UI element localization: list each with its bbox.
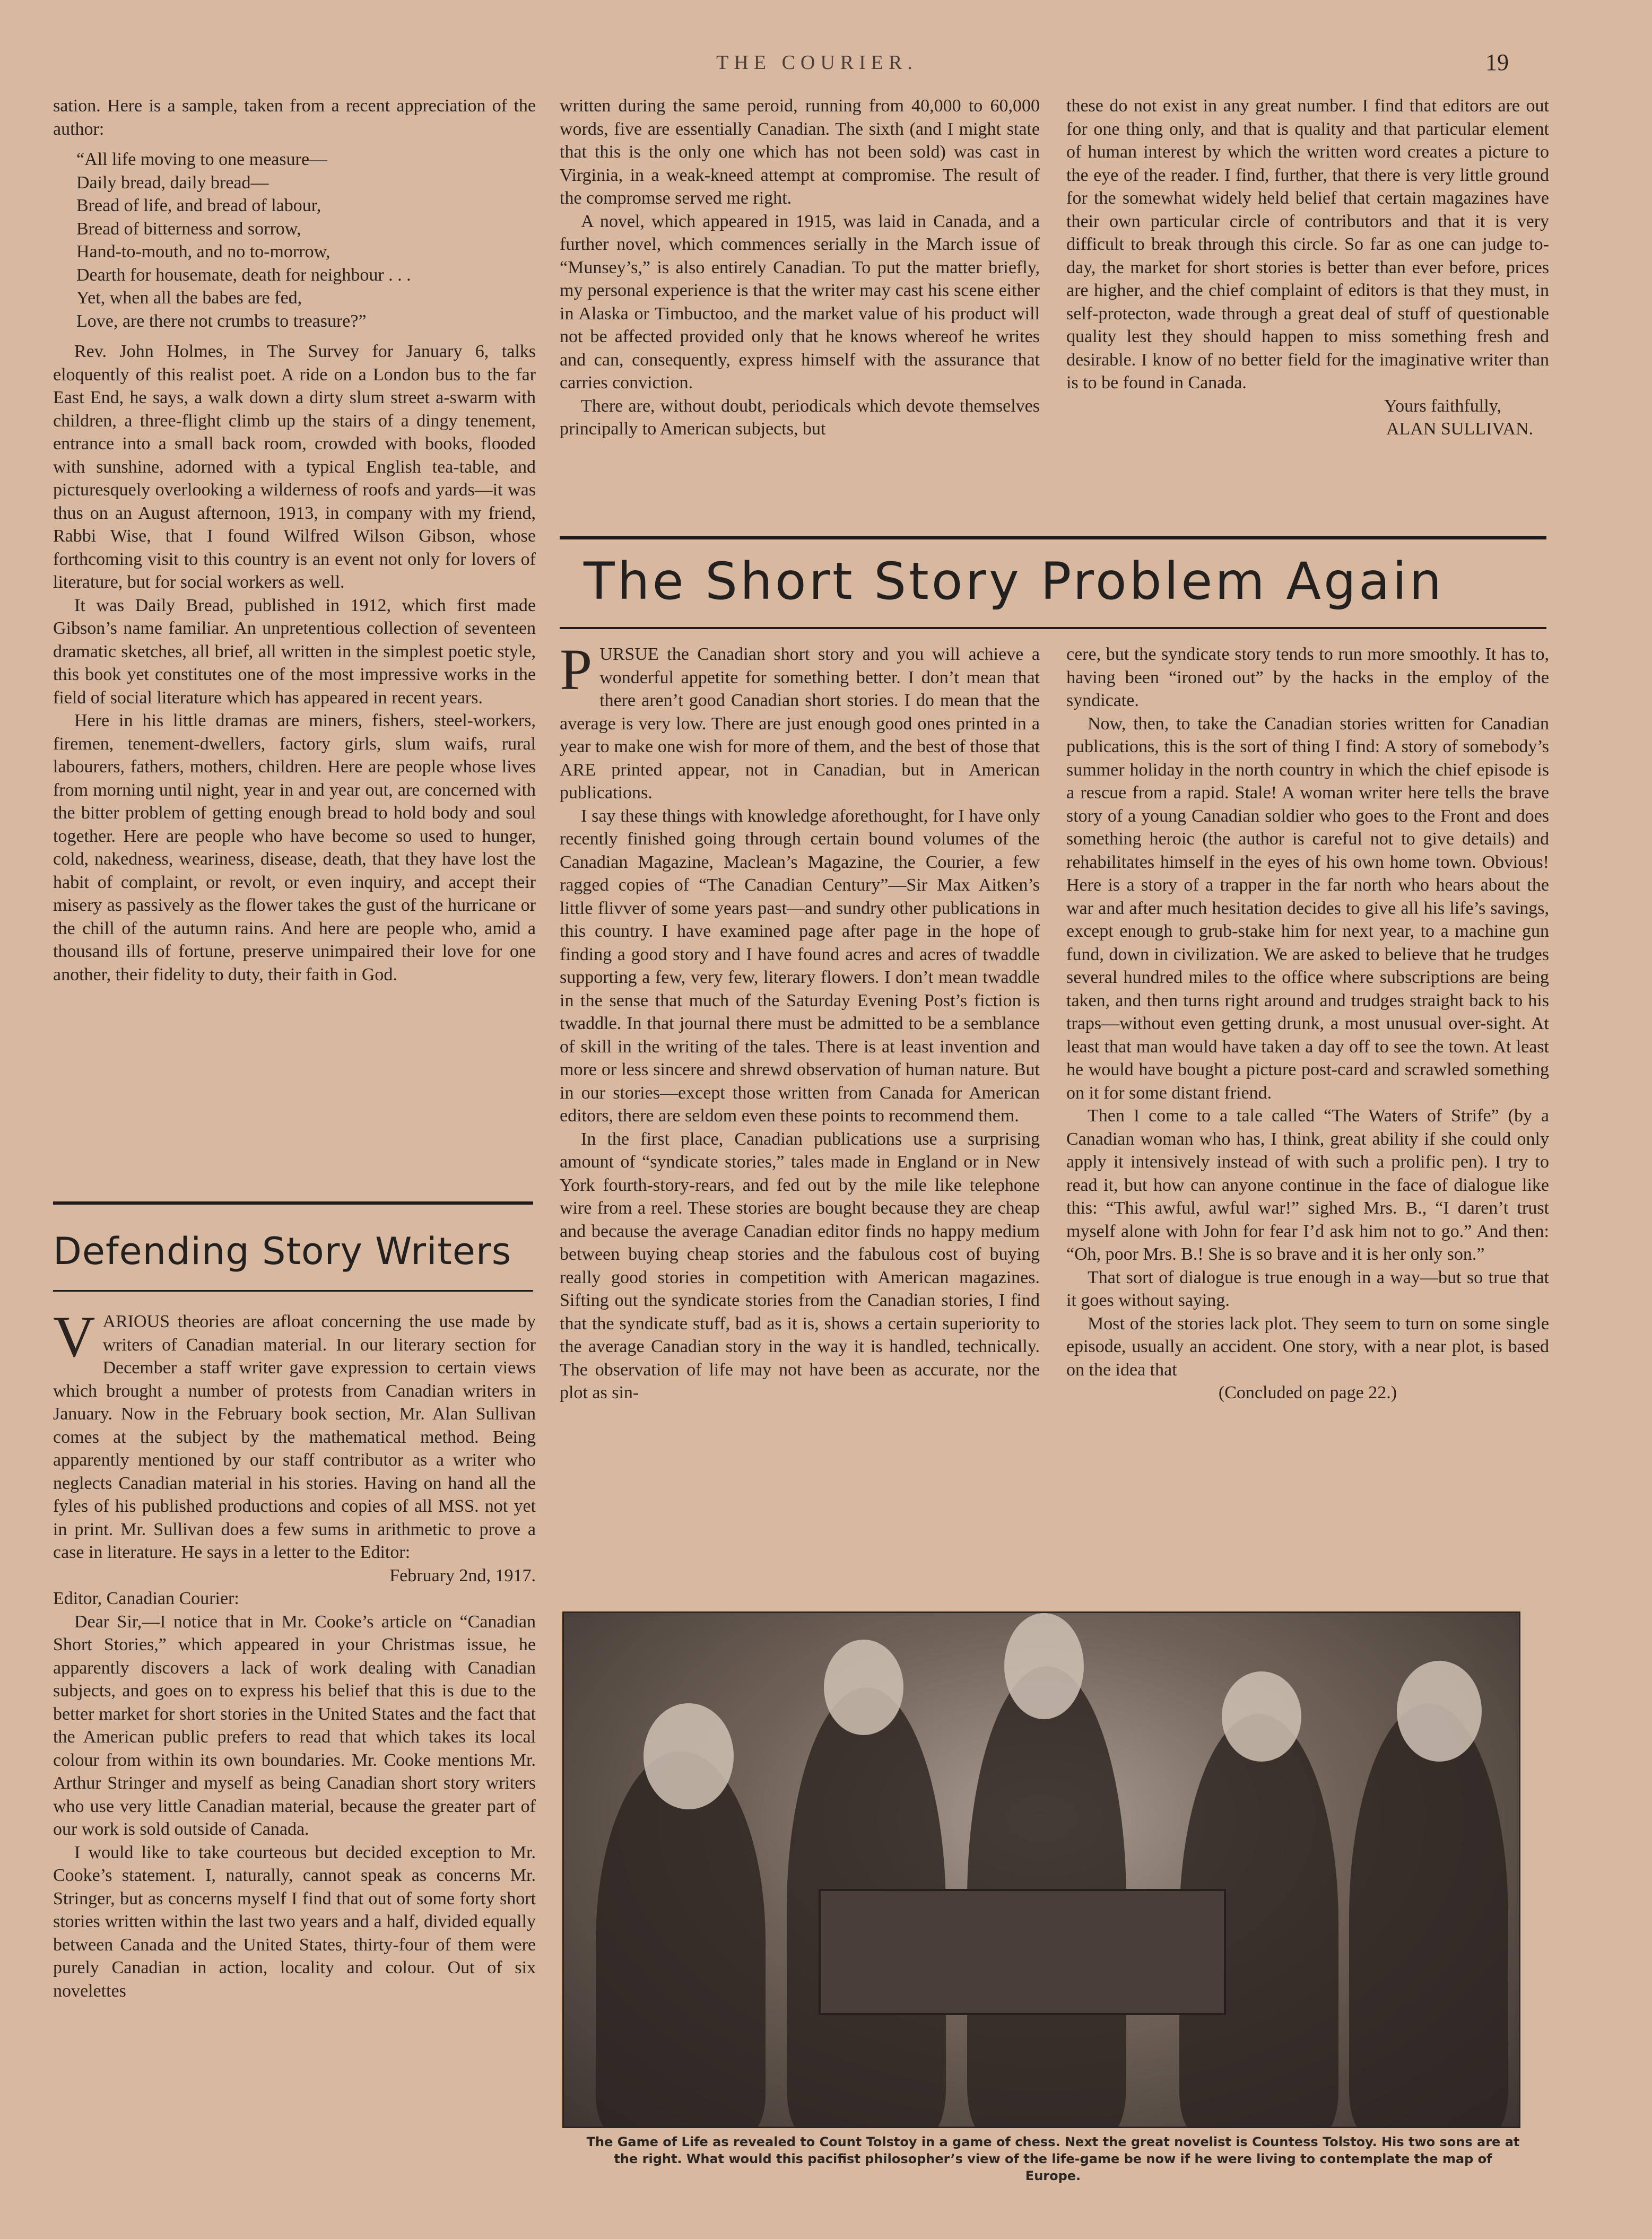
- paragraph: Here in his little dramas are miners, fishers, steel-workers, firemen, tenement-dwellers, factory girls, slum waifs, rural labourers, fathers, mothers, children. Here are people whose lives from morning until night, year in and year out, are concerned with the bitter problem of getting enough bread to hold body and soul together. Here are people who have become so used to hunger, cold, nakedness, weariness, disease, death, that they have lost the habit of complaint, or revolt, or even inquiry, and accept their misery as passively as the flower takes the gust of the hurricane or the chill of the autumn rains. And here are people who, amid a thousand ills of fortune, preserve unimpaired their love for one another, their fidelity to duty, their faith in God.: [53, 711, 536, 985]
- paragraph: Now, then, to take the Canadian stories written for Canadian publications, this is the sort of thing I find: A story of somebody’s summer holiday in the north country in which the chief episode is a rescue from a rapid. Stale! A woman writer here tells the brave story of a young Canadian soldier who goes to the Front and does something heroic (the author is careful not to give details) and rehabilitates himself in the eyes of his own home town. Obvious! Here is a story of a trapper in the far north who hears about the war and after much hesitation decides to give all his life’s savings, except enough to grub-stake him for next year, to a machine gun fund, down in civilization. We are asked to believe that he trudges several hundred miles to the office where subscriptions are being taken, and then turns right around and trudges straight back to his traps—without even getting drunk, a most unusual over-sight. At least that man would have taken a day off to see the town. At least he would have bought a picture post-card and scrawled something on it for some distant friend.: [1066, 713, 1549, 1103]
- paragraph: these do not exist in any great number. I find that editors are out for one thing only, and that is quality and that particular element of human interest by which the written word creates a picture to the eye of the reader. I find, further, that there is very little ground for the somewhat widely held belief that certain magazines have their own particular circle of contributors and that it is very difficult to break through this circle. So far as one can judge to-day, the market for short stories is better than ever before, prices are higher, and the chief complaint of editors is that they must, in self-protecton, wade through a great deal of stuff of questionable quality lest they should happen to miss something fresh and desirable. I know of no better field for the imaginative writer than is to be found in Canada.: [1066, 96, 1549, 393]
- salutation: Editor, Canadian Courier:: [53, 1589, 239, 1608]
- poem: [76, 148, 536, 333]
- photo-head: [1222, 1671, 1301, 1762]
- column-3-bottom: [1066, 643, 1549, 1405]
- column-2-bottom: [560, 637, 1040, 1405]
- paragraph: It was Daily Bread, published in 1912, which first made Gibson’s name familiar. An unpretentious collection of seventeen dramatic sketches, all brief, all written in the simplest poetic style, this book yet constitutes one of the most impressive works in the field of social literature which has appeared in recent years.: [53, 595, 536, 708]
- photo-figure: [1349, 1703, 1508, 2128]
- poem-line: Bread of life, and bread of labour,: [76, 196, 321, 215]
- paragraph: There are, without doubt, periodicals which devote themselves principally to American subjects, but: [560, 396, 1040, 439]
- photo-caption: The Game of Life as revealed to Count Tolstoy in a game of chess. Next the great novelist is Countess Tolstoy. His two sons are at the right. What would this pacifist philosopher’s view of the life-game be now if he were living to contemplate the map of Europe.: [586, 2135, 1520, 2183]
- chess-photograph: [562, 1611, 1520, 2128]
- paragraph: [560, 637, 1040, 805]
- paragraph: cere, but the syndicate story tends to run more smoothly. It has to, having been “ironed out” by the hacks in the employ of the syndicate.: [1066, 644, 1549, 710]
- poem-line: Daily bread, daily bread—: [76, 172, 269, 193]
- divider-rule: [53, 1290, 533, 1292]
- poem-line: “All life moving to one measure—: [76, 150, 328, 169]
- column-3-top: [1066, 94, 1549, 441]
- paragraph: I say these things with knowledge aforethought, for I have only recently finished going through certain bound volumes of the Canadian Magazine, Maclean’s Magazine, the Courier, a few ragged copies of “The Canadian Century”—Sir Max Aitken’s little flivver of some years past—and sundry other publications in this country. I have examined page after page in the hope of finding a good story and I have found acres and acres of twaddle supporting a few, very few, literary flowers. I don’t mean twaddle in the sense that much of the Saturday Evening Post’s fiction is twaddle. In that journal there must be admitted to be a semblance of skill in the writing of the tales. There is at least invention and more or less sincere and shrewd observation of human nature. But in our stories—except those written from Canada for American editors, there are seldom even these points to recommend them.: [560, 806, 1040, 1126]
- poem-line: Hand-to-mouth, and no to-morrow,: [76, 242, 331, 262]
- paragraph: I would like to take courteous but decided exception to Mr. Cooke’s statement. I, naturally, cannot speak as concerns Mr. Stringer, but as concerns myself I find that out of some forty short stories written within the last two years and a half, divided equally between Canada and the United States, thirty-four of them were purely Canadian in action, locality and colour. Out of six novelettes: [53, 1842, 536, 2001]
- paragraph: A novel, which appeared in 1915, was laid in Canada, and a further novel, which commences serially in the March issue of “Munsey’s,” is also entirely Canadian. To put the matter briefly, my personal experience is that the writer may cast his scene either in Alaska or Timbuctoo, and the market value of his product will not be affected provided only that he knows whereof he writes and can, consequently, express himself with the assurance that carries conviction.: [560, 211, 1040, 393]
- letter-date: February 2nd, 1917.: [389, 1565, 536, 1585]
- drop-cap: V: [53, 1304, 95, 1369]
- column-1-top: [53, 94, 536, 986]
- poem-line: Bread of bitterness and sorrow,: [76, 219, 301, 239]
- photo-head: [1004, 1613, 1084, 1719]
- divider-rule: [53, 1201, 533, 1205]
- poem-line: Yet, when all the babes are fed,: [76, 288, 302, 308]
- continued-note: (Concluded on page 22.): [1218, 1383, 1397, 1402]
- paragraph: Rev. John Holmes, in The Survey for January 6, talks eloquently of this realist poet. A ride on a London bus to the far East End, he says, a walk down a dirty slum street a-swarm with children, a three-flight climb up the stairs of a dingy tenement, entrance into a small back room, crowded with books, flooded with sunshine, adorned with a typical English tea-table, and picturesquely overlooking a wilderness of roofs and yards—it was thus on an August afternoon, 1913, in company with my friend, Rabbi Wise, that I found Wilfred Wilson Gibson, whose forthcoming visit to this country is an event not only for lovers of literature, but for social workers as well.: [53, 342, 536, 592]
- photo-head: [1397, 1661, 1482, 1762]
- poem-line: Dearth for housemate, death for neighbour . . .: [76, 265, 411, 285]
- photo-head: [824, 1640, 903, 1735]
- column-1-bottom: [53, 1304, 536, 2002]
- page-number: 19: [1485, 49, 1509, 75]
- poem-line: Love, are there not crumbs to treasure?”: [76, 311, 367, 331]
- chess-board: [819, 1889, 1226, 2015]
- defending-headline: Defending Story Writers: [53, 1230, 512, 1273]
- short-story-headline: The Short Story Problem Again: [584, 552, 1445, 611]
- lead-text: URSUE the Canadian short story and you will achieve a wonderful appetite for something better. I don’t mean that there aren’t good Canadian short stories. I do mean that the average is very low. There are just enough good ones printed in a year to make one wish for more of them, and the best of those that ARE printed appear, not in Canadian, but in American publications.: [560, 644, 1040, 803]
- paragraph: That sort of dialogue is true enough in a way—but so true that it goes without saying.: [1066, 1267, 1549, 1310]
- running-head: THE COURIER.: [716, 51, 918, 74]
- photo-head: [644, 1703, 734, 1809]
- paragraph: Dear Sir,—I notice that in Mr. Cooke’s article on “Canadian Short Stories,” which appeared in your Christmas issue, he apparently discovers a lack of work dealing with Canadian subjects, and goes on to express his belief that this is due to the better market for short stories in the United States and the fact that the American public prefers to read that which takes its local colour from within its own boundaries. Mr. Cooke mentions Mr. Arthur Stringer and myself as being Canadian short story writers who use very little Canadian material, because the greater part of our work is sold outside of Canada.: [53, 1611, 536, 1839]
- paragraph: [53, 1304, 536, 1564]
- paragraph: Most of the stories lack plot. They seem to turn on some single episode, usually an accident. One story, with a near plot, is based on the idea that: [1066, 1313, 1549, 1380]
- intro-paragraph: sation. Here is a sample, taken from a recent appreciation of the author:: [53, 96, 536, 139]
- divider-rule: [560, 536, 1546, 539]
- closing: Yours faithfully,: [1384, 396, 1501, 416]
- paragraph: In the first place, Canadian publications use a surprising amount of “syndicate stories,” tales made in England or in New York fourth-story-rears, and fed out by the mile like telephone wire from a reel. These stories are bought because they are cheap and because the average Canadian editor finds no happy medium between buying cheap stories and the fabulous cost of buying really good stories in competition with American magazines. Sifting out the syndicate stories from the Canadian stories, I find that the syndicate stuff, bad as it is, shows a certain superiority to the average Canadian story in the way it is handled, technically. The observation of life may not have been as accurate, nor the plot as sin-: [560, 1129, 1040, 1402]
- divider-rule: [560, 627, 1546, 629]
- column-2-top: [560, 94, 1040, 441]
- lead-text: ARIOUS theories are afloat concerning the use made by writers of Canadian material. In our literary section for December a staff writer gave expression to certain views which brought a number of protests from Canadian writers in January. Now in the February book section, Mr. Alan Sullivan comes at the subject by the mathematical method. Being apparently mentioned by our staff contributor as a writer who neglects Canadian material in his stories. Having on hand all the fyles of his published productions and copies of all MSS. not yet in print. Mr. Sullivan does a few sums in arithmetic to prove a case in literature. He says in a letter to the Editor:: [53, 1312, 536, 1562]
- paragraph: Then I come to a tale called “The Waters of Strife” (by a Canadian woman who has, I think, great ability if she could only apply it intensively instead of with such a prolific pen). I try to read it, but how can anyone continue in the face of dialogue like this: “This awful, awful war!” sighed Mrs. B., “I daren’t trust myself alone with John for fear I’d ask him not to go.” And then: “Oh, poor Mrs. B.! She is so brave and it is her only son.”: [1066, 1106, 1549, 1264]
- signature: ALAN SULLIVAN.: [1386, 419, 1533, 439]
- paragraph: written during the same peroid, running from 40,000 to 60,000 words, five are essentially Canadian. The sixth (and I might state that this is the only one which has not been sold) was cast in Virginia, in a weak-kneed attempt at compromise. The result of the compromse served me right.: [560, 96, 1040, 208]
- drop-cap: P: [560, 637, 593, 702]
